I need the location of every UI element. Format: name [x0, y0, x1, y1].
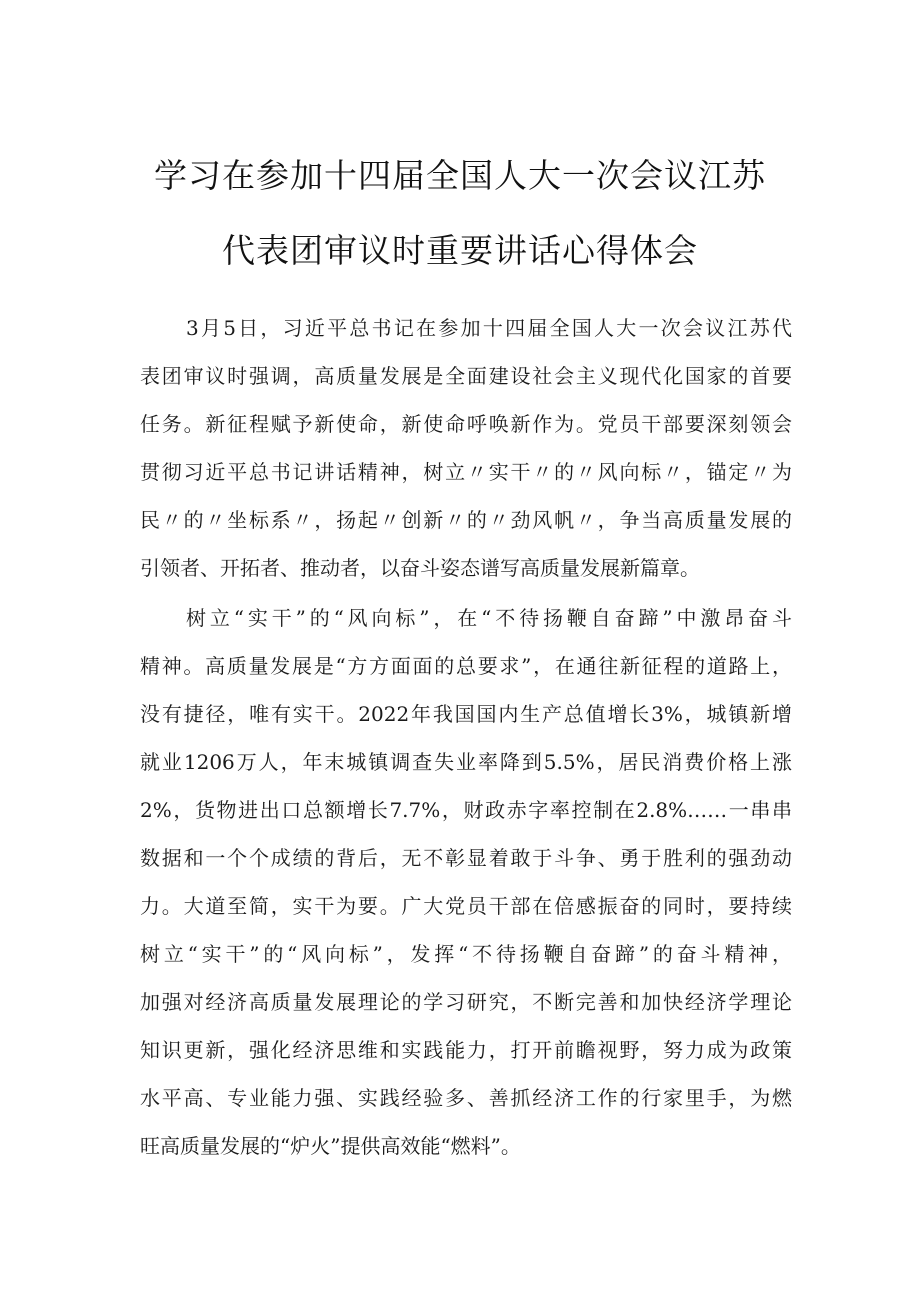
title-line-2: 代表团审议时重要讲话心得体会 [222, 231, 698, 270]
paragraph-1 [140, 315, 792, 615]
paragraph-line: 引领者、开拓者、推动者，以奋斗姿态谱写高质量发展新篇章。 [140, 556, 700, 580]
paragraph-line: 树立“实干”的“风向标”，发挥“不待扬鞭自奋蹄”的奋斗精神， [140, 942, 792, 966]
paragraph-line: 任务。新征程赋予新使命，新使命呼唤新作为。党员干部要深刻领会 [140, 412, 792, 436]
paragraph-line: 数据和一个个成绩的背后，无不彰显着敢于斗争、勇于胜利的强劲动 [140, 846, 792, 870]
paragraph-line: 精神。高质量发展是“方方面面的总要求”，在通往新征程的道路上， [140, 654, 792, 678]
paragraph-line: 3月5日，习近平总书记在参加十四届全国人大一次会议江苏代 [186, 316, 792, 340]
paragraph-line: 没有捷径，唯有实干。2022年我国国内生产总值增长3%，城镇新增 [140, 702, 792, 726]
title-line-1: 学习在参加十四届全国人大一次会议江苏 [154, 156, 766, 195]
paragraph-2 [140, 605, 792, 1185]
paragraph-line: 民〃的〃坐标系〃，扬起〃创新〃的〃劲风帆〃，争当高质量发展的 [140, 508, 792, 532]
paragraph-line: 树立“实干”的“风向标”，在“不待扬鞭自奋蹄”中激昂奋斗 [186, 606, 792, 630]
paragraph-line: 加强对经济高质量发展理论的学习研究，不断完善和加快经济学理论 [140, 990, 792, 1014]
paragraph-line: 知识更新，强化经济思维和实践能力，打开前瞻视野，努力成为政策 [140, 1038, 792, 1062]
paragraph-line: 贯彻习近平总书记讲话精神，树立〃实干〃的〃风向标〃，锚定〃为 [140, 460, 792, 484]
paragraph-line: 旺高质量发展的“炉火”提供高效能“燃料”。 [140, 1134, 521, 1158]
paragraph-line: 就业1206万人，年末城镇调查失业率降到5.5%，居民消费价格上涨 [140, 750, 792, 774]
paragraph-line: 2%，货物进出口总额增长7.7%，财政赤字率控制在2.8%……一串串 [140, 798, 792, 822]
paragraph-line: 表团审议时强调，高质量发展是全面建设社会主义现代化国家的首要 [140, 364, 792, 388]
paragraph-line: 水平高、专业能力强、实践经验多、善抓经济工作的行家里手，为燃 [140, 1086, 792, 1110]
paragraph-line: 力。大道至简，实干为要。广大党员干部在倍感振奋的同时，要持续 [140, 894, 792, 918]
